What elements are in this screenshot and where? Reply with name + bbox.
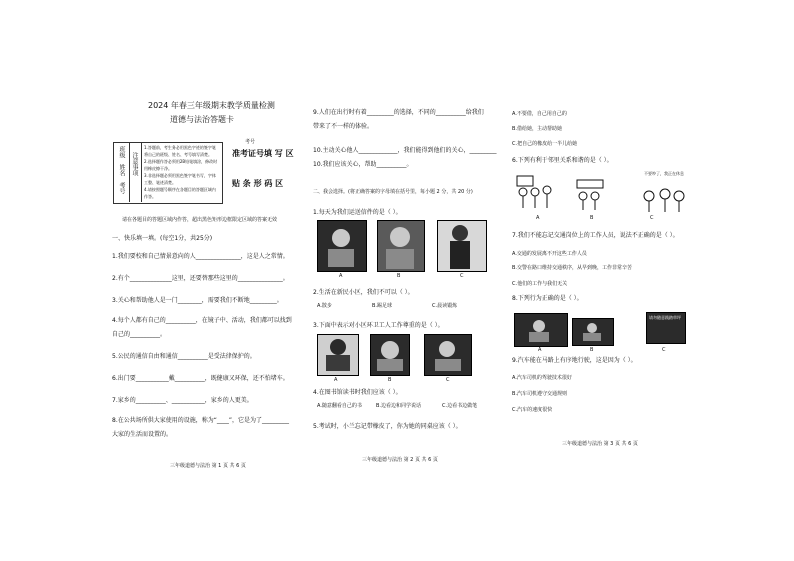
q7-option-c: C.他们的工作与我们无关 xyxy=(512,281,568,287)
question-9: 9.人们在出行时有着_________的选择，不同的__________给我们 xyxy=(313,109,484,116)
question-5: 5.公民的通信自由和通信__________是受法律保护的。 xyxy=(112,353,256,360)
question-1: 1.我们要校和自己情景意向的人_______________，这是人之常情。 xyxy=(112,253,289,260)
mail-carrier-image-b xyxy=(377,220,425,272)
choice-question-4: 4.在图书馆读书时我们应该（ ）。 xyxy=(313,389,402,396)
q3-option-a: A xyxy=(334,377,338,383)
q2-option-a: A.散步 xyxy=(317,303,332,309)
question-3: 3.关心和帮助他人是一门________，需要我们不断地_________。 xyxy=(112,297,283,304)
answer-area-footnote: 请在各题目的答题区域内作答，超出黑色矩形边框限定区域的答案无效 xyxy=(122,217,278,223)
sanitation-image-b xyxy=(370,334,410,376)
exam-subtitle: 道德与法治答题卡 xyxy=(170,115,234,124)
info-labels: 姓名 xyxy=(118,164,125,176)
q1-option-a: A xyxy=(339,273,343,279)
notes-title: 注意事项 xyxy=(131,152,138,176)
page-footer-1: 三年级道德与法治 第 1 页 共 6 页 xyxy=(170,463,246,469)
choice-question-6: 6.下列有利于邻里关系和谐的是（ ）。 xyxy=(512,157,613,164)
q9-option-c: C.汽车的速度很快 xyxy=(512,407,553,413)
question-9-cont: 带来了不一样的体验。 xyxy=(313,123,374,130)
barcode-area: 贴 条 形 码 区 xyxy=(232,179,284,188)
info-divider xyxy=(141,142,142,202)
choice-question-3: 3.下面中表示对小区环卫工人工作尊重的是（ ）。 xyxy=(313,322,444,329)
section-1-title: 一、快乐填一填。(每空1分，共25分) xyxy=(112,235,213,242)
q1-option-b: B xyxy=(397,273,401,279)
choice-question-8: 8.下列行为正确的是（ ）。 xyxy=(512,295,583,302)
q5-option-a: A.不要借，自己用自己的 xyxy=(512,111,567,117)
question-6: 6.出门要___________戴__________，既健康又环保，还不怕堵车。 xyxy=(112,375,289,382)
q7-option-a: A.交通的发展离不开这些工作人员 xyxy=(512,251,587,257)
mail-carrier-image-a xyxy=(317,220,367,272)
q5-option-c: C.把自己的橡皮给一半儿给她 xyxy=(512,141,578,147)
question-10-cont: 10.我们应该关心，帮助__________。 xyxy=(313,161,413,168)
q3-option-b: B xyxy=(388,377,392,383)
q1-option-c: C xyxy=(460,273,464,279)
question-4-cont: 自己的__________。 xyxy=(112,331,167,338)
page-footer-3: 三年级道德与法治 第 3 页 共 6 页 xyxy=(562,441,638,447)
sanitation-image-a xyxy=(317,334,359,376)
question-4: 4.每个人都有自己的__________，在镜子中、活动，我们都可以找到 xyxy=(112,317,292,324)
question-8: 8.在公共场所供大家使用的设施，称为“____”，它是为了_________ xyxy=(112,417,289,424)
grass-sign: 请勿随意践踏草坪 xyxy=(649,315,681,320)
behavior-image-b xyxy=(572,318,614,346)
exam-number-area: 准考证号填 写 区 xyxy=(232,149,294,158)
behavior-image-a xyxy=(514,313,568,347)
question-7: 7.家乡的__________、___________，家乡的人更美。 xyxy=(112,397,253,404)
q6-option-b: B xyxy=(590,215,594,221)
q3-option-c: C xyxy=(446,377,450,383)
info-labels: 班级 xyxy=(118,146,125,158)
choice-question-1: 1.每天为我们运送信件的是（ ）。 xyxy=(313,209,402,216)
question-2: 2.有个______________这里，还要替那些这里的_______________。 xyxy=(112,275,289,282)
choice-question-2: 2.生活在新民小区，我们不可以（ ）。 xyxy=(313,289,414,296)
q4-option-b: B.边看边和同学说话 xyxy=(376,403,422,409)
note-2: 2.选择题作答必须用2B铅笔填涂，修改时用橡皮擦干净。 xyxy=(144,159,218,171)
exam-title: 2024 年春三年级期末教学质量检测 xyxy=(148,101,275,110)
question-10: 10.主动关心他人_____________，我们能得到他们的关心，_________ xyxy=(313,147,497,154)
q6-option-a: A xyxy=(536,215,540,221)
note-1: 1.答题前，考生务必用黑色字迹的签字笔将自己的班级、姓名、考号填写清楚。 xyxy=(144,145,216,157)
q9-option-b: B.汽车司机遵守交通规则 xyxy=(512,391,568,397)
note-4: 4.请按照题号顺序在各题目的答题区域内作答。 xyxy=(144,187,216,199)
q8-option-c: C xyxy=(662,347,666,353)
q6-option-c: C xyxy=(650,215,654,221)
notes-list xyxy=(144,144,219,200)
kaohao-label: 考号 xyxy=(245,139,256,145)
choice-question-7: 7.我们不能忘记交通岗位上的工作人员，说法不正确的是（ ）。 xyxy=(512,232,679,239)
q6-speech-bubble: 不要吵了，我正在休息 xyxy=(644,171,684,176)
q8-option-b: B xyxy=(590,347,594,353)
q2-option-c: C.晨读锻炼 xyxy=(432,303,458,309)
q9-option-a: A.汽车司机的驾驶技术很好 xyxy=(512,375,572,381)
info-divider xyxy=(129,142,130,202)
q2-option-b: B.踢足球 xyxy=(372,303,393,309)
section-2-title: 二、我会选择。(将正确答案的字母填在括号里，每小题 2 分，共 20 分) xyxy=(313,189,473,195)
question-8-cont: 大家的生活而设置的。 xyxy=(112,431,173,438)
neighbor-scenes-image xyxy=(515,172,695,214)
mail-carrier-image-c xyxy=(437,220,487,272)
note-3: 3.非选择题必须用黑色签字笔书写，字体工整、笔迹清楚。 xyxy=(144,173,216,185)
info-labels: 考号 xyxy=(118,182,125,194)
q7-option-b: B.交警在路口维持交通秩序，从早到晚，工作非常辛苦 xyxy=(512,265,633,271)
q5-option-b: B.借给她，主动帮助她 xyxy=(512,126,563,132)
choice-question-9: 9.汽车能在马路上有序地行驶，这是因为（ ）。 xyxy=(512,357,637,364)
page-footer-2: 三年级道德与法治 第 2 页 共 6 页 xyxy=(362,457,438,463)
q4-option-c: C.边看书边做笔 xyxy=(442,403,478,409)
sanitation-image-c xyxy=(424,334,472,376)
q4-option-a: A.随意翻看自己的书 xyxy=(317,403,362,409)
choice-question-5: 5.考试时，小兰忘记带橡皮了，你为她的同桌应该（ ）。 xyxy=(313,423,462,430)
q8-option-a: A xyxy=(538,347,542,353)
